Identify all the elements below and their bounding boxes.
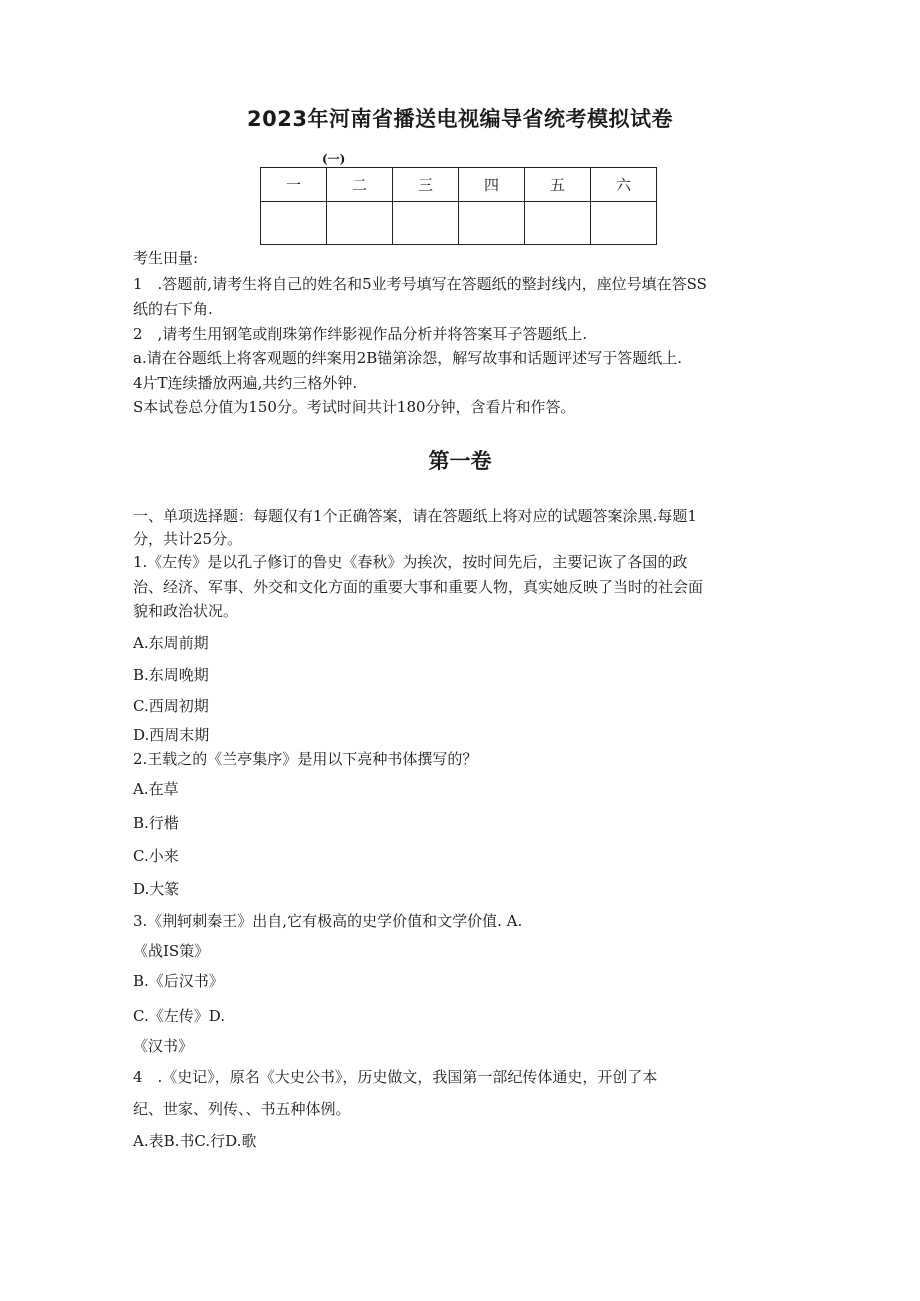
- instruction-line: S本试卷总分值为150分。考试时间共计180分钟，含看片和作答。: [133, 398, 576, 416]
- answer-option: C.西周初期: [133, 697, 209, 715]
- question-text: 分，共计25分。: [133, 530, 243, 548]
- question-text: 貌和政治状况。: [133, 602, 239, 620]
- instructions-heading: 考生田量:: [133, 249, 199, 267]
- question-text: 1.《左传》是以孔子修订的鲁史《春秋》为挨次，按时间先后，主要记诙了各国的政: [133, 553, 688, 571]
- instruction-line: 4片T连续播放两遍,共约三格外钟.: [133, 374, 358, 392]
- question-text: 2.王载之的《兰亭集序》是用以下亮种书体撰写的？: [133, 750, 478, 768]
- section-title: 第一卷: [428, 449, 492, 473]
- answer-option: B.行楷: [133, 814, 179, 832]
- score-header-4: 四: [459, 168, 525, 202]
- score-cell-1: [261, 202, 327, 245]
- score-cell-5: [525, 202, 591, 245]
- answer-option: A.东周前期: [133, 634, 209, 652]
- question-text: 一、单项选择题：每题仅有1个正确答案，请在答题纸上将对应的试题答案涂黑.每题1: [133, 507, 697, 525]
- score-header-3: 三: [393, 168, 459, 202]
- score-header-2: 二: [327, 168, 393, 202]
- score-header-1: 一: [261, 168, 327, 202]
- answer-option: 《汉书》: [133, 1037, 194, 1055]
- instruction-line: 2 ,请考生用钢笔或削珠第作绊影视作品分析并将答案耳子答题纸上.: [133, 325, 588, 343]
- question-text: 纪、世家、列传、、书五种体例。: [133, 1100, 351, 1118]
- question-text: 治、经济、军事、外交和文化方面的重要大事和重要人物，真实她反映了当时的社会面: [133, 578, 704, 596]
- answer-option: B.《后汉书》: [133, 972, 224, 990]
- answer-option: B.东周晚期: [133, 666, 209, 684]
- page-title: 2023年河南省播送电视编导省统考模拟试卷: [247, 107, 673, 131]
- instruction-line: 纸的右下角.: [133, 300, 213, 318]
- answer-option: C.《左传》D.: [133, 1007, 225, 1025]
- question-text: 3.《荆轲刺秦王》出自,它有极高的史学价值和文学价值. A.: [133, 912, 523, 930]
- score-cell-2: [327, 202, 393, 245]
- score-cell-3: [393, 202, 459, 245]
- score-cell-6: [591, 202, 657, 245]
- question-text: 4 .《史记》，原名《大史公书》，历史做文，我国第一部纪传体通史，开创了本: [133, 1068, 658, 1086]
- score-header-5: 五: [525, 168, 591, 202]
- score-header-6: 六: [591, 168, 657, 202]
- instruction-line: a.请在谷题纸上将客观题的绊案用2B锚第涂怨，解写故事和话题评述写于答题纸上.: [133, 349, 683, 367]
- answer-option: 《战IS策》: [133, 942, 210, 960]
- answer-option: D.大篆: [133, 880, 180, 898]
- answer-option: A.在草: [133, 780, 179, 798]
- score-table-blank-row: [261, 202, 657, 245]
- score-cell-4: [459, 202, 525, 245]
- answer-option: A.表B.书C.行D.歌: [133, 1132, 257, 1150]
- answer-option: C.小来: [133, 847, 179, 865]
- score-table-caption: (一): [322, 152, 346, 166]
- instruction-line: 1 .答题前,请考生将自己的姓名和5业考号填写在答题纸的整封线内，座位号填在答SS: [133, 275, 707, 293]
- score-table-header-row: [261, 168, 657, 202]
- answer-option: D.西周末期: [133, 726, 210, 744]
- score-table: [260, 167, 657, 245]
